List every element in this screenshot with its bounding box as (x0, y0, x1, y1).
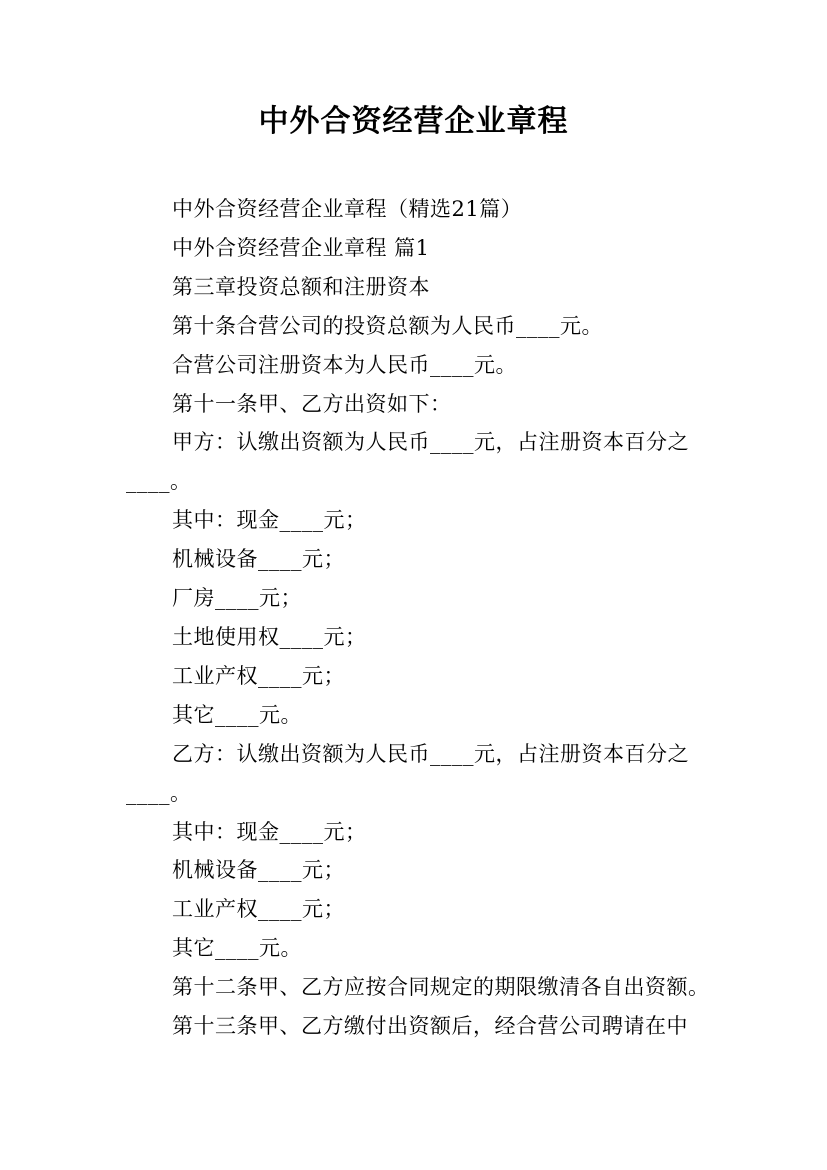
document-title: 中外合资经营企业章程 (258, 104, 569, 139)
paragraph: 机械设备____元； (172, 547, 345, 572)
paragraph-continuation: ____。 (126, 469, 192, 494)
paragraph: 机械设备____元； (172, 858, 345, 883)
paragraph: 其中：现金____元； (172, 819, 367, 844)
paragraph: 其它____元。 (172, 936, 302, 961)
paragraph: 第三章投资总额和注册资本 (172, 274, 430, 299)
paragraph: 其它____元。 (172, 702, 302, 727)
paragraph: 工业产权____元； (172, 897, 345, 922)
paragraph: 第十三条甲、乙方缴付出资额后，经合营公司聘请在中 (172, 1014, 688, 1039)
document-body (126, 190, 710, 1046)
paragraph: 工业产权____元； (172, 663, 345, 688)
paragraph: 其中：现金____元； (172, 508, 367, 533)
paragraph: 中外合资经营企业章程（精选21篇） (172, 197, 523, 221)
paragraph: 厂房____元； (172, 586, 302, 611)
paragraph: 中外合资经营企业章程 篇1 (172, 235, 430, 260)
paragraph: 合营公司注册资本为人民币____元。 (172, 352, 517, 377)
paragraph-continuation: ____。 (126, 780, 192, 805)
paragraph: 乙方：认缴出资额为人民币____元，占注册资本百分之 (172, 741, 689, 766)
paragraph: 甲方：认缴出资额为人民币____元，占注册资本百分之 (172, 430, 689, 455)
paragraph: 土地使用权____元； (172, 624, 367, 649)
paragraph: 第十一条甲、乙方出资如下： (172, 391, 452, 416)
paragraph: 第十条合营公司的投资总额为人民币____元。 (172, 313, 603, 338)
paragraph: 第十二条甲、乙方应按合同规定的期限缴清各自出资额。 (172, 975, 710, 1000)
